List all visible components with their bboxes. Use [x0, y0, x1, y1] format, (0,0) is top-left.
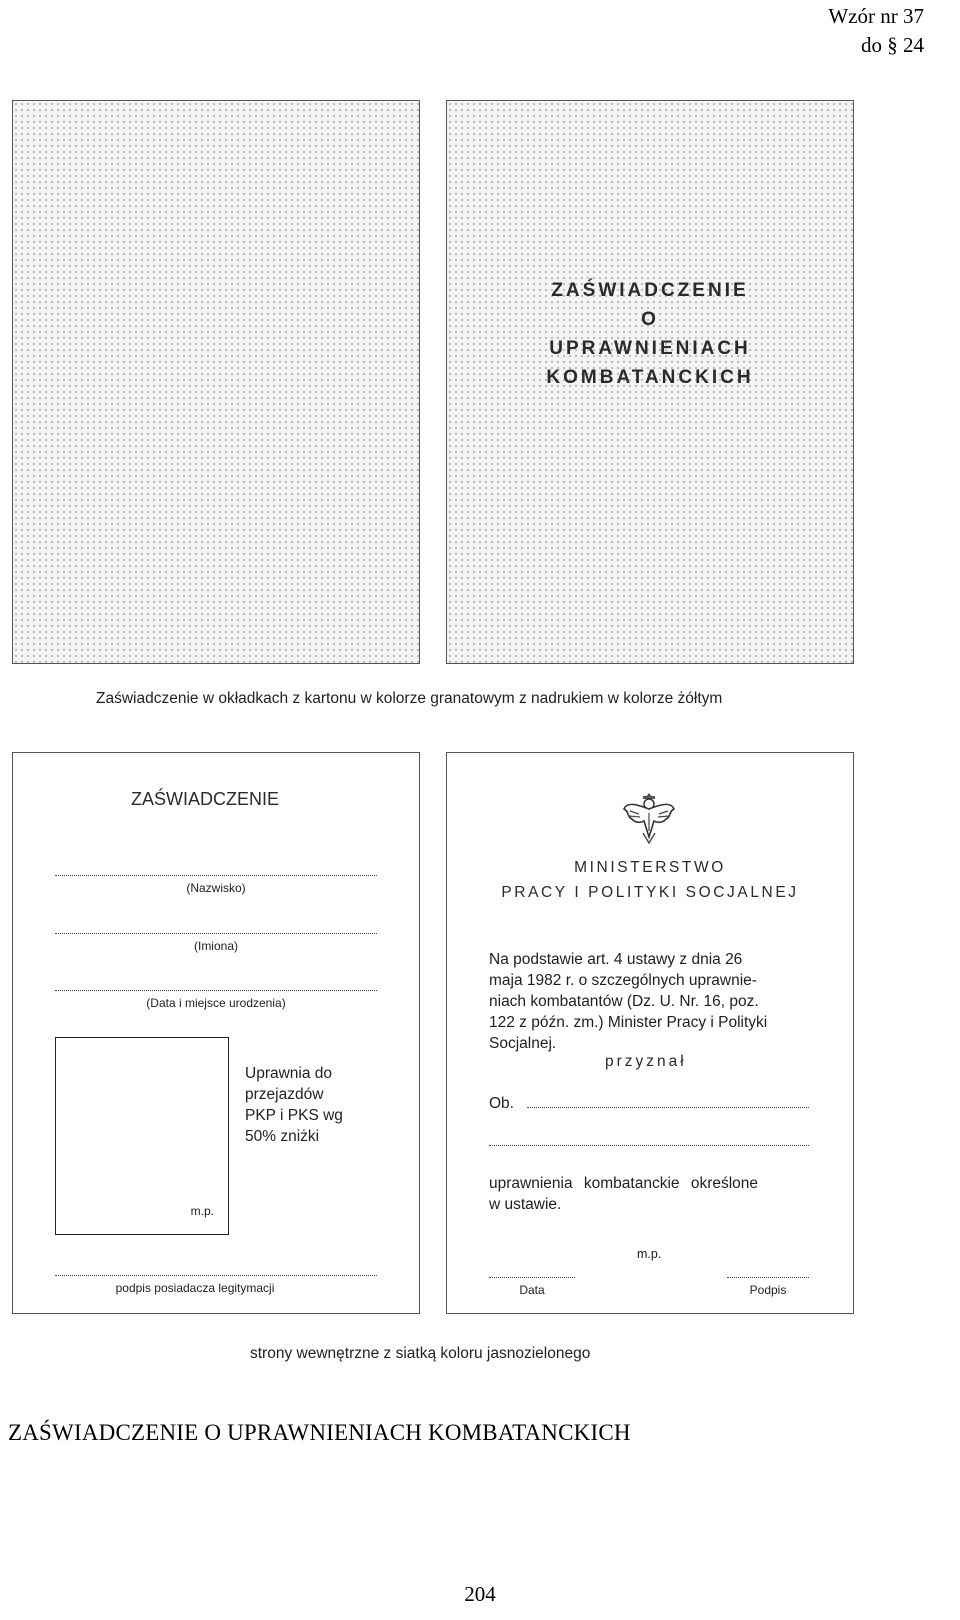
- legal-basis-text: [489, 949, 829, 1054]
- birth-label: (Data i miejsce urodzenia): [146, 996, 286, 1010]
- legal-basis-line: 122 z późn. zm.) Minister Pracy i Polityki: [489, 1014, 768, 1031]
- legal-basis-line: Socjalnej.: [489, 1035, 557, 1052]
- date-line: [489, 1277, 575, 1278]
- entitlement-line: przejazdów: [245, 1086, 324, 1103]
- signature-label: Podpis: [749, 1283, 787, 1297]
- cover-caption: Zaświadczenie w okładkach z kartonu w kolorze granatowym z nadrukiem w kolorze żółtym: [96, 690, 723, 707]
- legal-basis-line: maja 1982 r. o szczególnych uprawnie-: [489, 972, 757, 989]
- surname-label: (Nazwisko): [186, 881, 246, 895]
- ministry-name-line1: MINISTERSTWO: [574, 859, 726, 876]
- cover-back-panel: [12, 100, 420, 664]
- photo-stamp: m.p.: [190, 1204, 214, 1218]
- names-label: (Imiona): [193, 939, 238, 953]
- cover-title-line: O: [641, 309, 659, 330]
- paragraph-reference: do § 24: [861, 33, 924, 57]
- signature-line: [727, 1277, 809, 1278]
- granted-word: przyznał: [605, 1053, 687, 1070]
- entitlement-text: [245, 1063, 343, 1147]
- page-number: 204: [464, 1582, 496, 1606]
- cover-title-line: ZAŚWIADCZENIE: [551, 280, 749, 301]
- form-reference: [828, 2, 924, 60]
- date-label: Data: [519, 1283, 545, 1297]
- cover-title-line: UPRAWNIENIACH: [549, 338, 751, 359]
- entitlement-line: PKP i PKS wg: [245, 1107, 343, 1124]
- official-stamp: m.p.: [637, 1247, 662, 1261]
- recipient-line-2: [489, 1145, 809, 1146]
- recipient-label: Ob.: [489, 1095, 514, 1112]
- inner-left-panel: [12, 752, 420, 1314]
- entitlement-line: 50% zniżki: [245, 1128, 320, 1145]
- polish-eagle-emblem-icon: [621, 787, 677, 845]
- rights-line: uprawnienia kombatanckie określone: [489, 1175, 759, 1192]
- birth-line: [55, 990, 377, 991]
- legal-basis-line: Na podstawie art. 4 ustawy z dnia 26: [489, 951, 743, 968]
- cover-title: [447, 276, 853, 392]
- form-number: Wzór nr 37: [828, 4, 924, 28]
- surname-line: [55, 875, 377, 876]
- holder-signature-label: podpis posiadacza legitymacji: [115, 1281, 275, 1295]
- cover-front-panel: [446, 100, 854, 664]
- holder-signature-line: [55, 1275, 377, 1276]
- recipient-line: [527, 1107, 809, 1108]
- rights-text: [489, 1173, 819, 1215]
- cover-title-line: KOMBATANCKICH: [546, 367, 754, 388]
- entitlement-line: Uprawnia do: [245, 1065, 333, 1082]
- document-title: ZAŚWIADCZENIE O UPRAWNIENIACH KOMBATANCKICH: [8, 1420, 631, 1445]
- rights-line: w ustawie.: [489, 1196, 562, 1213]
- legal-basis-line: niach kombatantów (Dz. U. Nr. 16, poz.: [489, 993, 759, 1010]
- photo-box: [55, 1037, 229, 1235]
- names-line: [55, 933, 377, 934]
- inner-title: ZAŚWIADCZENIE: [131, 789, 280, 809]
- inner-caption: strony wewnętrzne z siatką koloru jasnozielonego: [250, 1345, 591, 1362]
- inner-right-panel: [446, 752, 854, 1314]
- ministry-name-line2: PRACY I POLITYKI SOCJALNEJ: [501, 884, 799, 901]
